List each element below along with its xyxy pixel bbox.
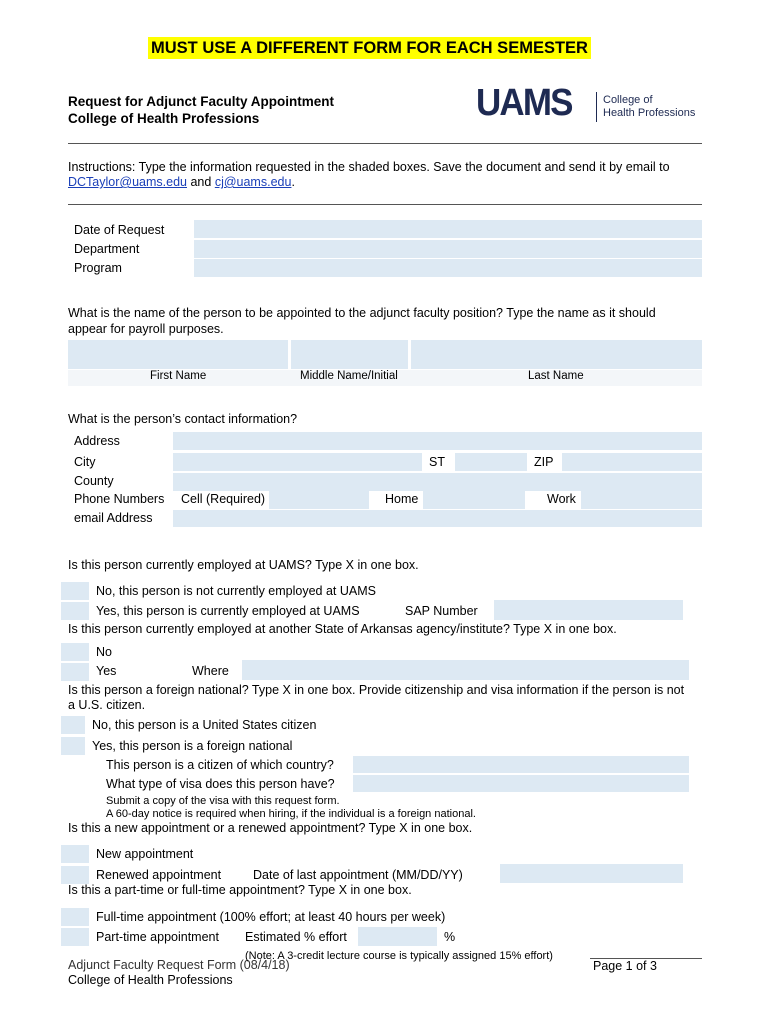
new-appointment-checkbox[interactable] bbox=[61, 845, 89, 863]
last-name-field[interactable] bbox=[411, 340, 702, 369]
first-name-field[interactable] bbox=[68, 340, 288, 369]
work-label: Work bbox=[547, 492, 576, 506]
phone-numbers-label: Phone Numbers bbox=[74, 492, 165, 506]
logo-sub2: Health Professions bbox=[603, 107, 696, 119]
uams-no-checkbox[interactable] bbox=[61, 582, 89, 600]
email-link-cj[interactable]: cj@uams.edu bbox=[214, 175, 292, 189]
state-employment-question: Is this person currently employed at another State of Arkansas agency/institute? Type X in one box. bbox=[68, 622, 617, 636]
part-time-label: Part-time appointment bbox=[96, 930, 219, 944]
address-field[interactable] bbox=[173, 432, 702, 450]
city-label: City bbox=[74, 455, 96, 469]
visa-label: What type of visa does this person have? bbox=[106, 777, 335, 791]
visa-field[interactable] bbox=[353, 775, 689, 792]
uams-yes-label: Yes, this person is currently employed at UAMS bbox=[96, 604, 360, 618]
uams-employment-question: Is this person currently employed at UAMS? Type X in one box. bbox=[68, 558, 419, 572]
estimated-effort-label: Estimated % effort bbox=[245, 930, 347, 944]
effort-question: Is this a part-time or full-time appointment? Type X in one box. bbox=[68, 883, 412, 897]
effort-note: (Note: A 3-credit lecture course is typically assigned 15% effort) bbox=[245, 950, 553, 962]
department-label: Department bbox=[74, 242, 140, 256]
footer-college: College of Health Professions bbox=[68, 973, 233, 987]
date-of-request-label: Date of Request bbox=[74, 223, 165, 237]
visa-note-2: A 60-day notice is required when hiring, if the individual is a foreign national. bbox=[106, 808, 476, 820]
instructions-divider bbox=[68, 204, 702, 205]
form-subtitle: College of Health Professions bbox=[68, 111, 260, 126]
zip-label: ZIP bbox=[534, 455, 554, 469]
program-field[interactable] bbox=[194, 259, 702, 277]
name-question-line2: appear for payroll purposes. bbox=[68, 322, 224, 336]
us-citizen-label: No, this person is a United States citizen bbox=[92, 718, 317, 732]
footer-form-name: Adjunct Faculty Request Form (08/4/18) bbox=[68, 958, 290, 972]
header-divider bbox=[68, 143, 702, 144]
renewed-appointment-label: Renewed appointment bbox=[96, 868, 222, 882]
email-link-dctaylor[interactable]: DCTaylor@uams.edu bbox=[68, 175, 187, 189]
where-field[interactable] bbox=[242, 660, 689, 680]
name-question-line1: What is the name of the person to be appointed to the adjunct faculty position? Type the name as it should bbox=[68, 306, 656, 320]
date-of-request-field[interactable] bbox=[194, 220, 702, 238]
country-field[interactable] bbox=[353, 756, 689, 773]
last-appointment-date-label: Date of last appointment (MM/DD/YY) bbox=[253, 868, 463, 882]
renewed-appointment-checkbox[interactable] bbox=[61, 866, 89, 884]
last-appointment-date-field[interactable] bbox=[500, 864, 683, 883]
estimated-effort-field[interactable] bbox=[358, 927, 437, 946]
state-yes-checkbox[interactable] bbox=[61, 663, 89, 681]
new-appointment-label: New appointment bbox=[96, 847, 194, 861]
address-label: Address bbox=[74, 434, 120, 448]
uams-logo bbox=[476, 82, 706, 128]
part-time-checkbox[interactable] bbox=[61, 928, 89, 946]
state-label: ST bbox=[429, 455, 445, 469]
logo-divider bbox=[596, 92, 597, 122]
logo-wordmark: UAMS bbox=[476, 82, 572, 124]
zip-field[interactable] bbox=[562, 453, 702, 471]
sap-number-field[interactable] bbox=[494, 600, 683, 620]
state-field[interactable] bbox=[455, 453, 527, 471]
email-field[interactable] bbox=[173, 510, 702, 527]
cell-phone-field[interactable] bbox=[269, 491, 369, 509]
last-name-caption: Last Name bbox=[528, 370, 584, 382]
instructions-period: . bbox=[291, 175, 295, 189]
uams-yes-checkbox[interactable] bbox=[61, 602, 89, 620]
program-label: Program bbox=[74, 261, 122, 275]
county-field[interactable] bbox=[173, 473, 702, 491]
state-no-checkbox[interactable] bbox=[61, 643, 89, 661]
work-phone-field[interactable] bbox=[581, 491, 702, 509]
middle-name-field[interactable] bbox=[291, 340, 408, 369]
percent-sign: % bbox=[444, 930, 456, 944]
middle-name-caption: Middle Name/Initial bbox=[300, 370, 398, 382]
instructions-and: and bbox=[190, 175, 212, 189]
us-citizen-checkbox[interactable] bbox=[61, 716, 85, 734]
uams-no-label: No, this person is not currently employed at UAMS bbox=[96, 584, 376, 598]
department-field[interactable] bbox=[194, 240, 702, 258]
full-time-label: Full-time appointment (100% effort; at least 40 hours per week) bbox=[96, 910, 446, 924]
foreign-national-checkbox[interactable] bbox=[61, 737, 85, 755]
instructions-emails bbox=[68, 175, 295, 189]
state-no-label: No bbox=[96, 645, 112, 659]
cell-label: Cell (Required) bbox=[181, 492, 266, 506]
appointment-type-question: Is this a new appointment or a renewed appointment? Type X in one box. bbox=[68, 821, 473, 835]
contact-question: What is the person’s contact information? bbox=[68, 412, 298, 426]
county-label: County bbox=[74, 474, 114, 488]
sap-number-label: SAP Number bbox=[405, 604, 478, 618]
instructions-text: Instructions: Type the information requested in the shaded boxes. Save the document and send it by email to bbox=[68, 160, 670, 174]
visa-note-1: Submit a copy of the visa with this request form. bbox=[106, 795, 340, 807]
home-phone-field[interactable] bbox=[423, 491, 525, 509]
where-label: Where bbox=[192, 664, 229, 678]
foreign-national-label: Yes, this person is a foreign national bbox=[92, 739, 293, 753]
state-yes-label: Yes bbox=[96, 664, 117, 678]
semester-banner: MUST USE A DIFFERENT FORM FOR EACH SEMESTER bbox=[148, 37, 591, 59]
foreign-question-line1: Is this person a foreign national? Type X in one box. Provide citizenship and visa information if the person is not bbox=[68, 683, 685, 697]
full-time-checkbox[interactable] bbox=[61, 908, 89, 926]
foreign-question-line2: a U.S. citizen. bbox=[68, 698, 146, 712]
logo-sub1: College of bbox=[603, 94, 653, 106]
country-label: This person is a citizen of which country? bbox=[106, 758, 334, 772]
city-field[interactable] bbox=[173, 453, 422, 471]
home-label: Home bbox=[385, 492, 419, 506]
email-label: email Address bbox=[74, 511, 153, 525]
first-name-caption: First Name bbox=[150, 370, 207, 382]
form-title: Request for Adjunct Faculty Appointment bbox=[68, 94, 334, 109]
footer-page-number: Page 1 of 3 bbox=[593, 959, 657, 973]
